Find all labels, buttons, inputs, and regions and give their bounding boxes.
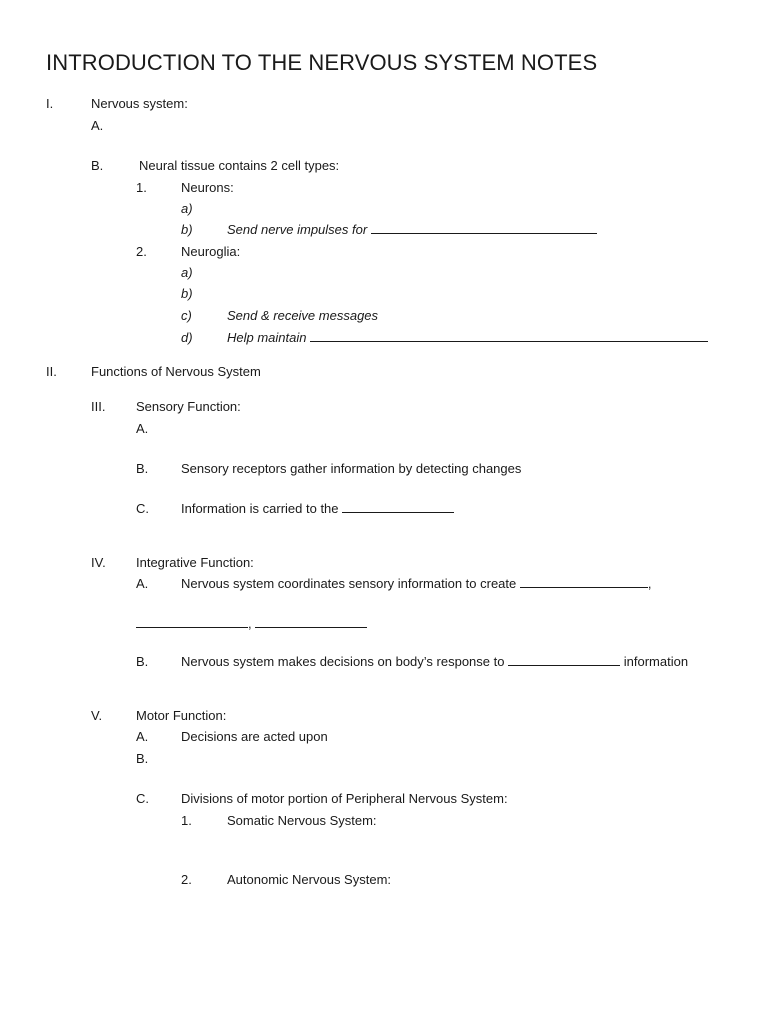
- outline-text: Send nerve impulses for: [227, 222, 368, 237]
- outline-item-5c: [0, 789, 768, 809]
- fill-in-blank: [342, 500, 454, 513]
- outline-item-section-3: [0, 397, 768, 417]
- outline-marker: II.: [46, 364, 57, 379]
- outline-item-1b2c: [0, 306, 768, 326]
- outline-item-5c2: [0, 870, 768, 890]
- outline-marker: III.: [91, 399, 106, 414]
- outline-text: Information is carried to the: [181, 501, 339, 516]
- outline-marker: B.: [136, 654, 149, 669]
- section-heading: Sensory Function:: [136, 399, 241, 414]
- outline-text: Autonomic Nervous System:: [227, 872, 392, 887]
- section-heading: Integrative Function:: [136, 555, 254, 570]
- outline-item-1b2: [0, 242, 768, 262]
- outline-marker: d): [181, 330, 193, 345]
- outline-marker: A.: [136, 421, 149, 436]
- fill-in-blank: [371, 221, 597, 234]
- outline-marker: A.: [136, 576, 149, 591]
- fill-in-blank: [310, 329, 708, 342]
- outline-item-4b: [0, 652, 768, 672]
- outline-item-5c1: [0, 811, 768, 831]
- outline-text: Nervous system coordinates sensory information to create: [181, 576, 517, 591]
- outline-marker: 2.: [136, 244, 147, 259]
- outline-text: Sensory receptors gather information by detecting changes: [181, 461, 522, 476]
- outline-marker: b): [181, 286, 193, 301]
- outline-item-4a-continued: [0, 614, 768, 634]
- outline-text: Divisions of motor portion of Peripheral Nervous System:: [181, 791, 508, 806]
- outline-marker: C.: [136, 791, 149, 806]
- outline-marker: C.: [136, 501, 149, 516]
- fill-in-blank: [136, 615, 248, 628]
- page-title: INTRODUCTION TO THE NERVOUS SYSTEM NOTES: [46, 50, 598, 75]
- outline-text: Neurons:: [181, 180, 234, 195]
- outline-text: Decisions are acted upon: [181, 729, 328, 744]
- fill-in-blank: [255, 615, 367, 628]
- fill-in-blank: [520, 575, 648, 588]
- outline-item-1b1: [0, 178, 768, 198]
- outline-item-1b1a: [0, 199, 768, 219]
- section-heading: Motor Function:: [136, 708, 227, 723]
- outline-item-1b: [0, 156, 768, 176]
- outline-text: Nervous system makes decisions on body’s response to: [181, 654, 505, 669]
- outline-marker: I.: [46, 96, 54, 111]
- section-heading: Nervous system:: [91, 96, 188, 111]
- outline-marker: 1.: [136, 180, 147, 195]
- outline-text: Neural tissue contains 2 cell types:: [139, 158, 340, 173]
- outline-marker: b): [181, 222, 193, 237]
- outline-item-1b2d: [0, 328, 768, 348]
- outline-item-3c: [0, 499, 768, 519]
- section-heading: Functions of Nervous System: [91, 364, 261, 379]
- outline-marker: c): [181, 308, 192, 323]
- outline-item-1b2b: [0, 284, 768, 304]
- outline-item-4a: [0, 574, 768, 594]
- outline-marker: 1.: [181, 813, 192, 828]
- outline-marker: a): [181, 265, 193, 280]
- outline-text: Neuroglia:: [181, 244, 241, 259]
- outline-marker: B.: [136, 461, 149, 476]
- outline-item-section-1: [0, 94, 768, 114]
- punctuation: ,: [647, 576, 652, 591]
- outline-text: Send & receive messages: [227, 308, 379, 323]
- outline-item-3a: [0, 419, 768, 439]
- outline-text: Help maintain: [227, 330, 307, 345]
- outline-text: information: [623, 654, 689, 669]
- outline-item-1b2a: [0, 263, 768, 283]
- outline-marker: A.: [91, 118, 104, 133]
- outline-item-1b1b: [0, 220, 768, 240]
- outline-marker: B.: [91, 158, 104, 173]
- outline-marker: 2.: [181, 872, 192, 887]
- outline-item-5a: [0, 727, 768, 747]
- punctuation: ,: [248, 616, 252, 631]
- outline-item-section-4: [0, 553, 768, 573]
- outline-marker: B.: [136, 751, 149, 766]
- outline-marker: A.: [136, 729, 149, 744]
- outline-text: Somatic Nervous System:: [227, 813, 377, 828]
- outline-item-1a: [0, 116, 768, 136]
- outline-item-5b: [0, 749, 768, 769]
- fill-in-blank: [508, 653, 620, 666]
- outline-item-section-2: [0, 362, 768, 382]
- outline-item-section-5: [0, 706, 768, 726]
- outline-marker: IV.: [91, 555, 106, 570]
- outline-item-3b: [0, 459, 768, 479]
- outline-marker: V.: [91, 708, 103, 723]
- outline-marker: a): [181, 201, 193, 216]
